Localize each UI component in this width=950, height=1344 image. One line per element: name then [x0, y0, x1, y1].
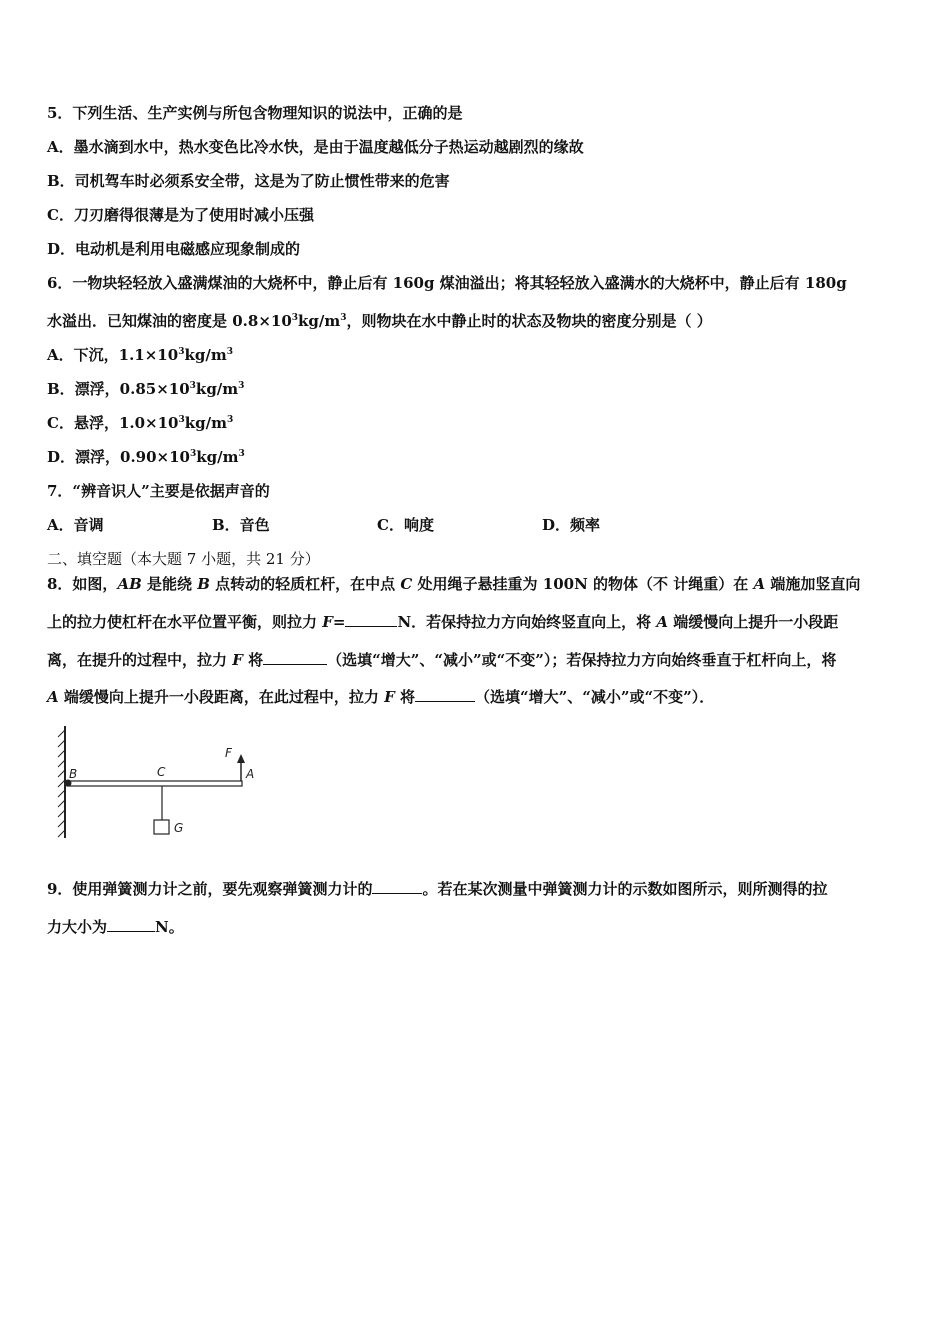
- label-c: C: [157, 765, 166, 779]
- q7-option-a: A．音调: [47, 516, 104, 534]
- lever-bar: [67, 781, 242, 786]
- q5-stem: 5．下列生活、生产实例与所包含物理知识的说法中，正确的是: [47, 104, 463, 122]
- section-title: 二、填空题（本大题 7 小题，共 21 分）: [47, 550, 320, 568]
- q5-option-c: C．刀刃磨得很薄是为了使用时减小压强: [47, 206, 314, 224]
- weight-block: [154, 820, 169, 834]
- q7-option-b: B．音色: [212, 516, 270, 534]
- q8-blank-3[interactable]: [415, 687, 475, 702]
- q9-line2: 力大小为 N。: [47, 918, 184, 936]
- q8-line3: 离，在提升的过程中，拉力 F 将 （选填“增大”、“减小”或“不变”）；若保持拉力方向始终垂直于杠杆向上，将: [47, 651, 837, 669]
- q6-option-a: A．下沉，$1.1\times 10^3kg/m^3$: [47, 346, 233, 364]
- q7-option-d: D．频率: [542, 516, 601, 534]
- q9-blank-1[interactable]: [372, 879, 422, 894]
- label-g: G: [174, 821, 184, 835]
- q6-option-c: C．悬浮，$1.0\times 10^3kg/m^3$: [47, 414, 234, 432]
- label-b: B: [69, 767, 78, 781]
- q6-stem-line1: 6．一物块轻轻放入盛满煤油的大烧杯中，静止后有 160g 煤油溢出；将其轻轻放入盛满水的大烧杯中，静止后有 180g: [47, 274, 847, 292]
- q8-blank-1[interactable]: [345, 612, 397, 627]
- force-arrowhead: [237, 754, 245, 763]
- label-f: F: [225, 746, 232, 760]
- q8-line4: A 端缓慢向上提升一小段距离，在此过程中，拉力 F 将 （选填“增大”、“减小”或“不变”）．: [47, 688, 715, 706]
- q9-line1: 9．使用弹簧测力计之前，要先观察弹簧测力计的 。若在某次测量中弹簧测力计的示数如图所示，则所测得的拉: [47, 880, 828, 898]
- q6-stem-line2: 水溢出．已知煤油的密度是 $0.8\times 10^3kg/m^3$，则物块在水中静止时的状态及物块的密度分别是（ ）: [47, 312, 712, 330]
- q8-line2: 上的拉力使杠杆在水平位置平衡，则拉力 F= N．若保持拉力方向始终竖直向上，将 A 端缓慢向上提升一小段距: [47, 613, 839, 631]
- q6-option-b: B．漂浮，$0.85\times 10^3kg/m^3$: [47, 380, 245, 398]
- lever-diagram: [55, 724, 275, 844]
- q8-blank-2[interactable]: [263, 650, 327, 665]
- q9-blank-2[interactable]: [107, 917, 155, 932]
- q6-option-d: D．漂浮，$0.90\times 10^3kg/m^3$: [47, 448, 245, 466]
- q8-line1: 8．如图，AB 是能绕 B 点转动的轻质杠杆，在中点 C 处用绳子悬挂重为 100N 的物体（不 计绳重）在 A 端施加竖直向: [47, 575, 861, 593]
- q7-stem: 7．“辨音识人”主要是依据声音的: [47, 482, 270, 500]
- q7-option-c: C．响度: [377, 516, 434, 534]
- wall-hatching: [58, 730, 65, 837]
- label-a: A: [246, 767, 255, 781]
- q5-option-a: A．墨水滴到水中，热水变色比冷水快，是由于温度越低分子热运动越剧烈的缘故: [47, 138, 584, 156]
- q5-option-d: D．电动机是利用电磁感应现象制成的: [47, 240, 301, 258]
- q5-option-b: B．司机驾车时必须系安全带，这是为了防止惯性带来的危害: [47, 172, 450, 190]
